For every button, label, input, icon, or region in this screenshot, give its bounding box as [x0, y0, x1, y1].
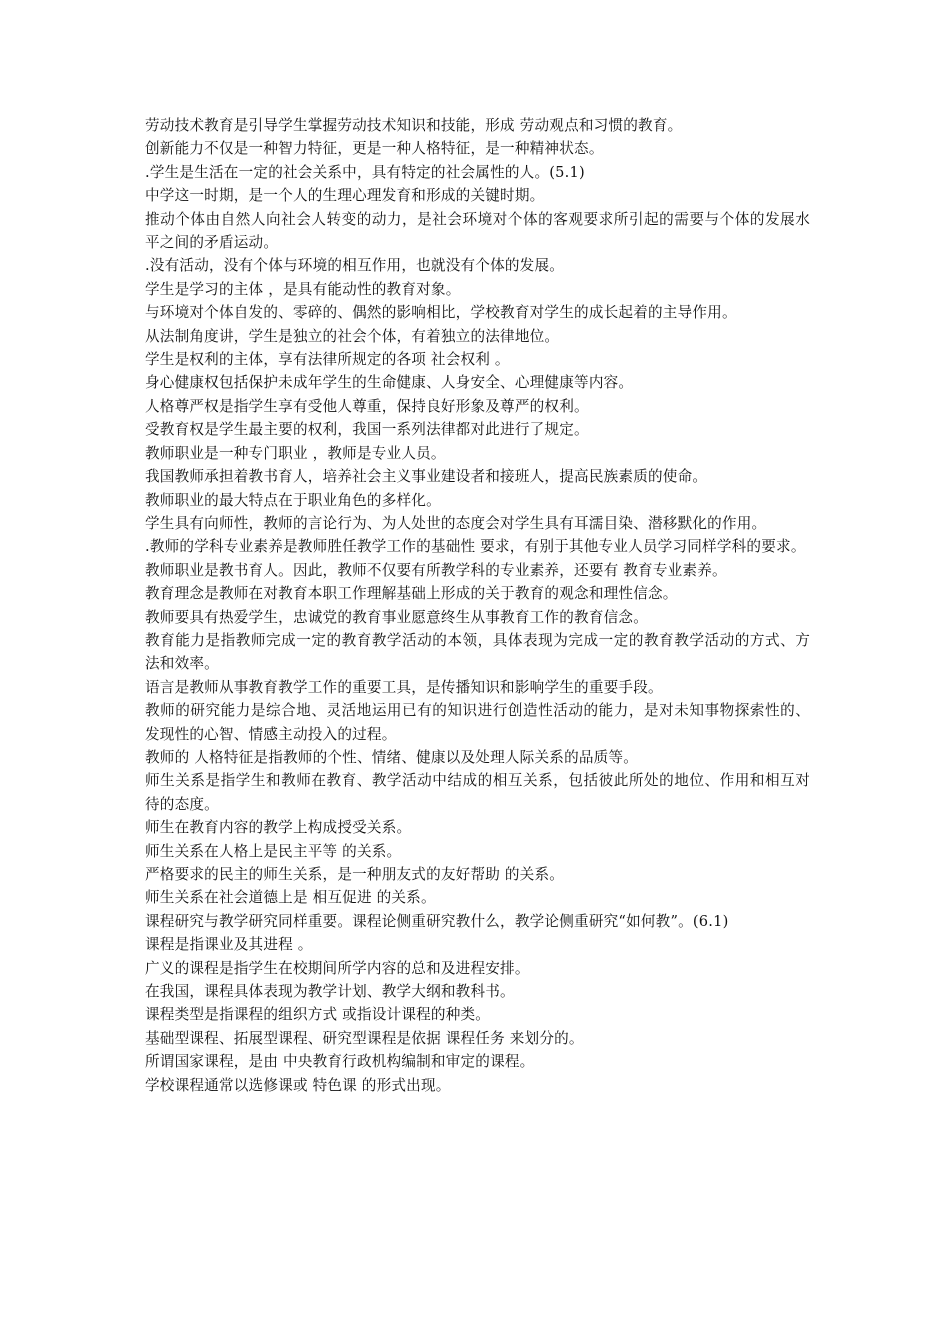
- paragraph: 课程研究与教学研究同样重要。课程论侧重研究教什么，教学论侧重研究“如何教”。(6.1): [145, 912, 729, 930]
- paragraph: 学生是权利的主体，享有法律所规定的各项 社会权利 。: [145, 351, 510, 369]
- paragraph: 教师职业的最大特点在于职业角色的多样化。: [145, 491, 441, 509]
- paragraph: .教师的学科专业素养是教师胜任教学工作的基础性 要求，有别于其他专业人员学习同样学科的要求。: [145, 538, 806, 556]
- paragraph: 教师的 人格特征是指教师的个性、情绪、健康以及处理人际关系的品质等。: [145, 748, 639, 766]
- paragraph: 严格要求的民主的师生关系，是一种朋友式的友好帮助 的关系。: [145, 866, 565, 883]
- paragraph: 师生关系是指学生和教师在教育、教学活动中结成的相互关系，包括彼此所处的地位、作用和相互对待的态度。: [145, 772, 810, 813]
- paragraph: 受教育权是学生最主要的权利，我国一系列法律都对此进行了规定。: [145, 421, 589, 439]
- paragraph: 与环境对个体自发的、零碎的、偶然的影响相比，学校教育对学生的成长起着的主导作用。: [145, 304, 737, 322]
- paragraph: 学生具有向师性，教师的言论行为、为人处世的态度会对学生具有耳濡目染、潜移默化的作用。: [145, 514, 767, 532]
- paragraph: 推动个体由自然人向社会人转变的动力，是社会环境对个体的客观要求所引起的需要与个体的发展水平之间的矛盾运动。: [145, 210, 810, 252]
- paragraph: 课程类型是指课程的组织方式 或指设计课程的种类。: [145, 1006, 491, 1024]
- paragraph: 身心健康权包括保护未成年学生的生命健康、人身安全、心理健康等内容。: [145, 374, 634, 392]
- paragraph: 课程是指课业及其进程 。: [145, 936, 313, 954]
- paragraph: 师生关系在社会道德上是 相互促进 的关系。: [145, 889, 436, 907]
- paragraph: 在我国，课程具体表现为教学计划、教学大纲和教科书。: [145, 983, 515, 1001]
- paragraph: 教育理念是教师在对教育本职工作理解基础上形成的关于教育的观念和理性信念。: [145, 585, 678, 603]
- paragraph: 基础型课程、拓展型课程、研究型课程是依据 课程任务 来划分的。: [145, 1029, 584, 1047]
- paragraph: .学生是生活在一定的社会关系中，具有特定的社会属性的人。(5.1): [145, 163, 585, 181]
- paragraph: 师生关系在人格上是民主平等 的关系。: [145, 842, 402, 860]
- paragraph: 所谓国家课程，是由 中央教育行政机构编制和审定的课程。: [145, 1053, 535, 1071]
- paragraph: 语言是教师从事教育教学工作的重要工具，是传播知识和影响学生的重要手段。: [145, 678, 663, 696]
- paragraph: 教师的研究能力是综合地、灵活地运用已有的知识进行创造性活动的能力，是对未知事物探索性的、发现性的心智、情感主动投入的过程。: [145, 702, 810, 743]
- paragraph: 学校课程通常以选修课或 特色课 的形式出现。: [145, 1076, 451, 1094]
- paragraph: 学生是学习的主体 ，是具有能动性的教育对象。: [145, 280, 461, 298]
- paragraph: 广义的课程是指学生在校期间所学内容的总和及进程安排。: [145, 959, 530, 977]
- paragraph: 我国教师承担着教书育人，培养社会主义事业建设者和接班人，提高民族素质的使命。: [145, 468, 708, 486]
- paragraph: 教师职业是一种专门职业 ，教师是专业人员。: [145, 444, 446, 462]
- paragraph: 从法制角度讲，学生是独立的社会个体，有着独立的法律地位。: [145, 327, 560, 345]
- paragraph: 人格尊严权是指学生享有受他人尊重，保持良好形象及尊严的权利。: [145, 397, 589, 415]
- paragraph: 创新能力不仅是一种智力特征，更是一种人格特征，是一种精神状态。: [145, 140, 604, 158]
- paragraph: 教师要具有热爱学生，忠诚党的教育事业愿意终生从事教育工作的教育信念。: [145, 608, 648, 626]
- paragraph: 教育能力是指教师完成一定的教育教学活动的本领，具体表现为完成一定的教育教学活动的方式、方法和效率。: [145, 631, 810, 673]
- paragraph: 教师职业是教书育人。因此，教师不仅要有所教学科的专业素养，还要有 教育专业素养。: [145, 561, 727, 579]
- paragraph: .没有活动，没有个体与环境的相互作用，也就没有个体的发展。: [145, 257, 565, 275]
- paragraph: 中学这一时期，是一个人的生理心理发育和形成的关键时期。: [145, 187, 545, 205]
- paragraph: 劳动技术教育是引导学生掌握劳动技术知识和技能，形成 劳动观点和习惯的教育。: [145, 117, 683, 134]
- paragraph: 师生在教育内容的教学上构成授受关系。: [145, 819, 412, 837]
- document-body: [145, 114, 810, 1097]
